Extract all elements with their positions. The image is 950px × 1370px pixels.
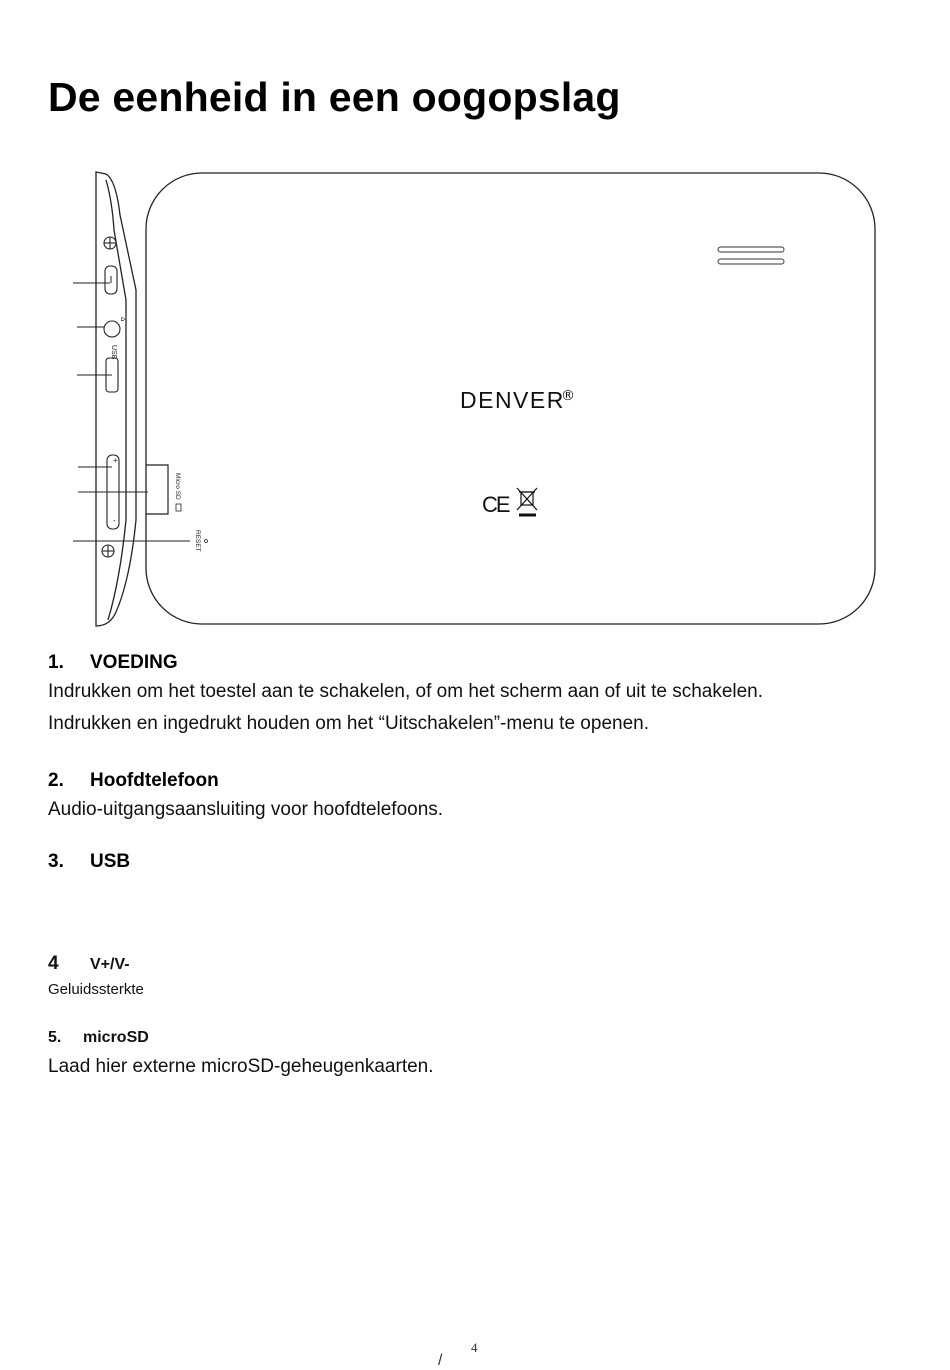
section-heading: USB bbox=[90, 851, 131, 872]
callout-lines bbox=[73, 283, 190, 541]
svg-text:⌂: ⌂ bbox=[119, 317, 127, 322]
section-line: Audio-uitgangsaansluiting voor hoofdtelefoons. bbox=[48, 799, 444, 820]
svg-text:-: - bbox=[113, 516, 116, 525]
page-number: 4 bbox=[471, 1340, 478, 1355]
section-heading: microSD bbox=[83, 1029, 149, 1046]
section-line: Indrukken om het toestel aan te schakelen, of om het scherm aan of uit te schakelen. bbox=[48, 681, 764, 702]
section-number: 4 bbox=[48, 953, 59, 974]
page-title: De eenheid in een oogopslag bbox=[48, 74, 621, 120]
speaker-grille-icon bbox=[718, 247, 784, 264]
footer-mark: / bbox=[438, 1352, 443, 1369]
device-side-view bbox=[96, 172, 136, 626]
section-microsd bbox=[48, 1029, 908, 1083]
section-number: 3. bbox=[48, 851, 64, 872]
section-usb bbox=[48, 851, 908, 873]
svg-text:RESET: RESET bbox=[194, 530, 201, 552]
section-number: 5. bbox=[48, 1029, 62, 1046]
screw-icon bbox=[102, 237, 116, 557]
device-diagram bbox=[0, 160, 950, 640]
registered-mark: ® bbox=[561, 388, 575, 404]
section-volume bbox=[48, 953, 908, 998]
section-heading: V+/V- bbox=[90, 956, 130, 973]
svg-text:USB: USB bbox=[110, 345, 117, 360]
weee-bin-icon bbox=[517, 488, 537, 515]
section-heading: VOEDING bbox=[90, 652, 178, 673]
section-line: Geluidssterkte bbox=[48, 981, 144, 998]
section-line: Laad hier externe microSD-geheugenkaarten. bbox=[48, 1056, 434, 1077]
section-hoofdtelefoon bbox=[48, 770, 908, 826]
svg-text:+: + bbox=[113, 456, 118, 465]
section-heading: Hoofdtelefoon bbox=[90, 770, 219, 791]
ce-mark: CE bbox=[482, 492, 509, 517]
brand-logo: DENVER bbox=[460, 387, 565, 413]
svg-text:Micro SD: Micro SD bbox=[174, 473, 181, 500]
headphone-jack-shape bbox=[104, 321, 120, 337]
section-number: 1. bbox=[48, 652, 64, 673]
section-number: 2. bbox=[48, 770, 64, 791]
section-voeding bbox=[48, 652, 908, 740]
microsd-slot-shape bbox=[146, 465, 168, 514]
section-line: Indrukken en ingedrukt houden om het “Uitschakelen”-menu te openen. bbox=[48, 713, 649, 734]
